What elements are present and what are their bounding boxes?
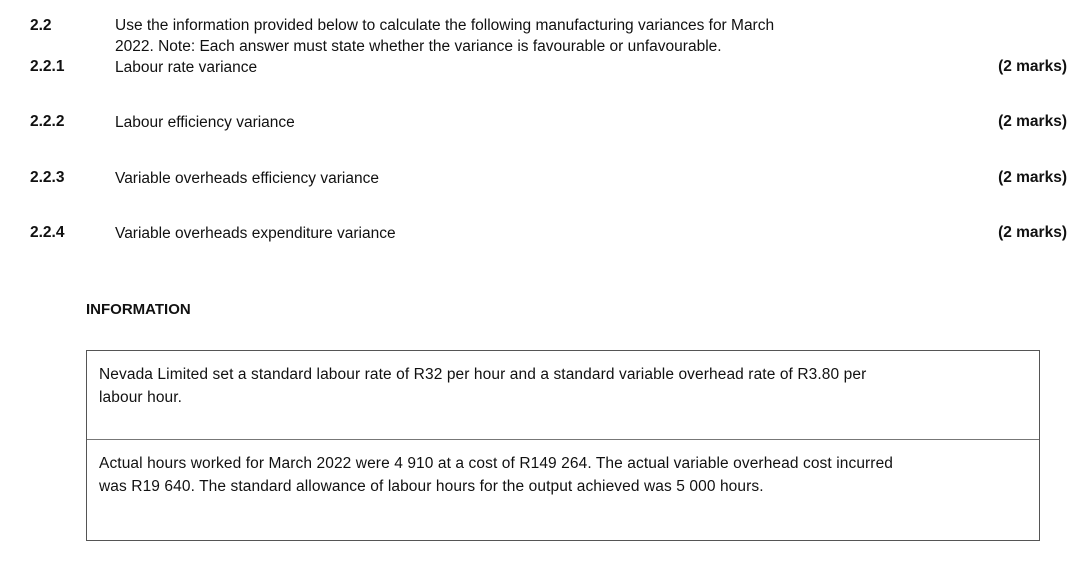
question-instruction xyxy=(115,15,774,57)
question-instruction-line-2: 2022. Note: Each answer must state whether the variance is favourable or unfavourable. xyxy=(115,38,722,55)
subquestion-marks: (2 marks) xyxy=(998,113,1067,130)
subquestion-number: 2.2.2 xyxy=(30,113,65,130)
subquestion-text: Variable overheads efficiency variance xyxy=(115,170,379,187)
subquestion-text: Labour efficiency variance xyxy=(115,114,295,131)
subquestion-text: Variable overheads expenditure variance xyxy=(115,225,396,242)
information-heading: INFORMATION xyxy=(86,301,191,318)
question-number: 2.2 xyxy=(30,17,52,34)
subquestion-number: 2.2.1 xyxy=(30,58,65,75)
information-paragraph-1 xyxy=(87,363,1039,409)
question-instruction-line-1: Use the information provided below to calculate the following manufacturing variances for March xyxy=(115,17,775,34)
information-box xyxy=(86,350,1040,541)
subquestion-marks: (2 marks) xyxy=(998,224,1067,241)
information-paragraph-2-line-2: was R19 640. The standard allowance of labour hours for the output achieved was 5 000 hours. xyxy=(99,478,764,495)
information-paragraph-2-line-1: Actual hours worked for March 2022 were 4 910 at a cost of R149 264. The actual variable overhead cost incurred xyxy=(99,455,894,472)
information-paragraph-1-line-2: labour hour. xyxy=(99,389,183,406)
information-paragraph-1-line-1: Nevada Limited set a standard labour rate of R32 per hour and a standard variable overhead rate of R3.80 per xyxy=(99,366,867,383)
information-divider xyxy=(87,439,1039,440)
information-paragraph-2 xyxy=(87,452,1039,498)
subquestion-number: 2.2.4 xyxy=(30,224,65,241)
subquestion-number: 2.2.3 xyxy=(30,169,65,186)
subquestion-text: Labour rate variance xyxy=(115,59,258,76)
subquestion-marks: (2 marks) xyxy=(998,169,1067,186)
subquestion-marks: (2 marks) xyxy=(998,58,1067,75)
